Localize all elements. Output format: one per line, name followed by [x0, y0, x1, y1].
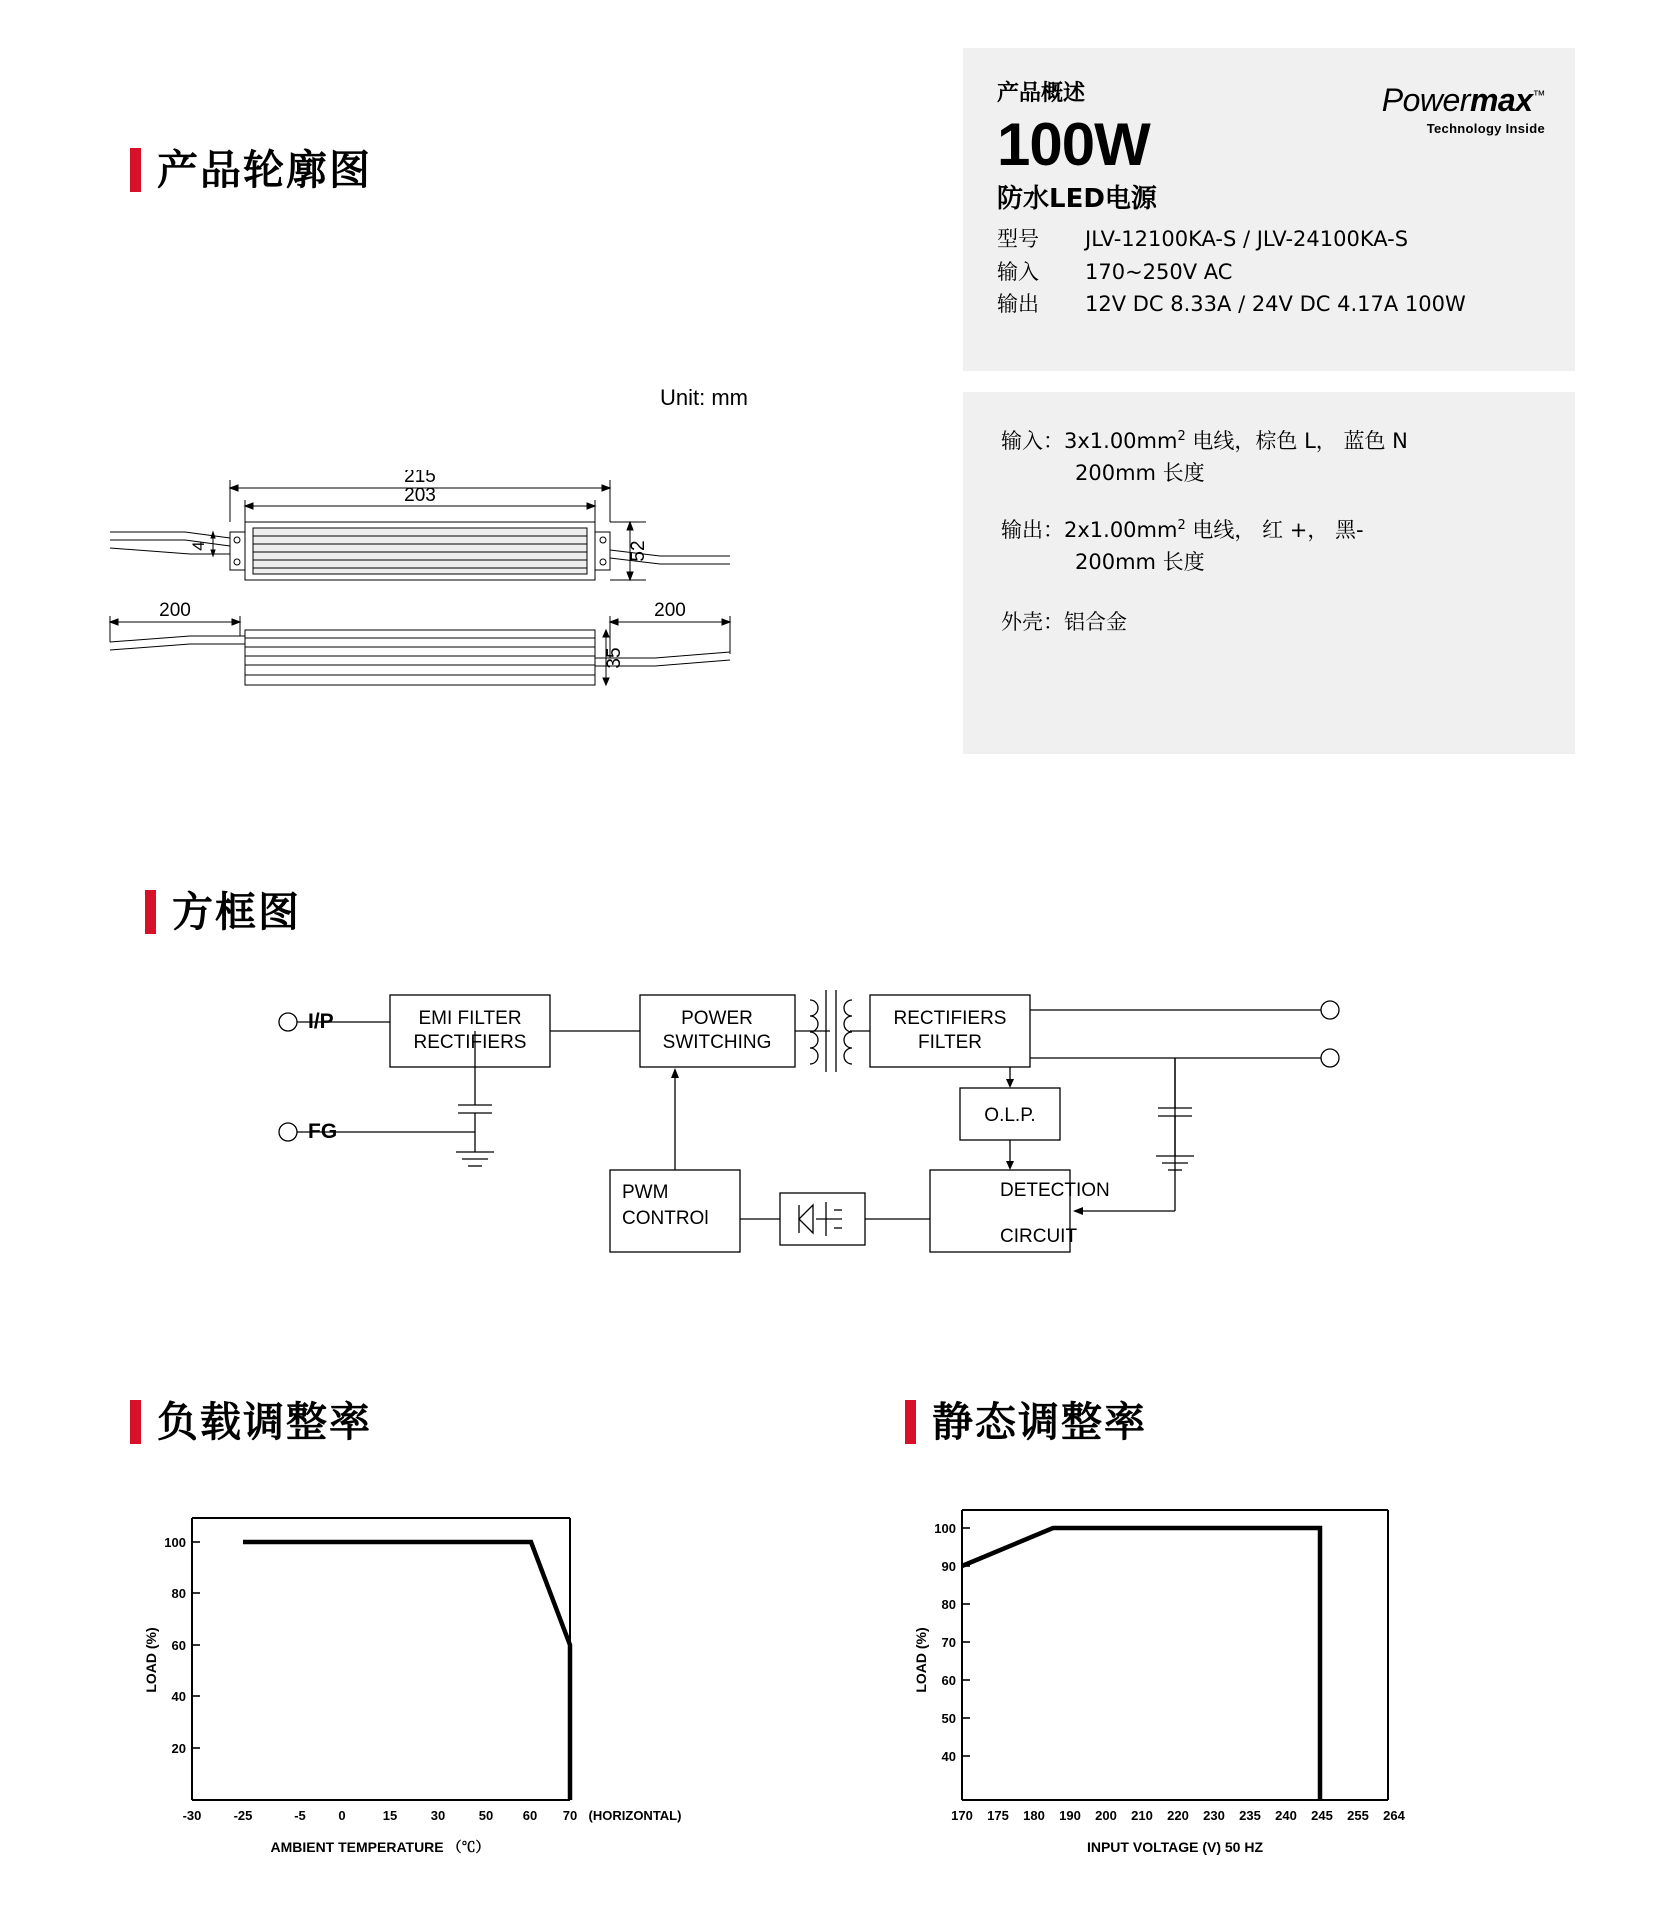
ytick-40: 40	[171, 1689, 186, 1704]
chart-load-regulation	[130, 1500, 730, 1890]
spec-row-input	[997, 256, 1541, 289]
section-heading-outline	[130, 145, 372, 194]
block-label-pwm-line2: CONTROl	[622, 1208, 709, 1229]
section-heading-block	[145, 887, 301, 936]
terminal-label-ip: I/P	[308, 1010, 334, 1033]
chart-note-horizontal: (HORIZONTAL)	[588, 1808, 682, 1823]
chart-ylabel-load: LOAD (%)	[143, 1627, 159, 1693]
chart-static-regulation	[890, 1500, 1510, 1890]
product-subtitle: 防水LED电源	[997, 184, 1157, 214]
section-title-block: 方框图	[172, 887, 301, 936]
xtick-240: 240	[1275, 1808, 1297, 1823]
section-heading-load-reg	[130, 1397, 372, 1446]
logo-tagline: Technology Inside	[1426, 121, 1545, 136]
heading-accent-bar	[130, 148, 141, 192]
spec-row-model	[997, 223, 1541, 256]
spec-value-model: JLV-12100KA-S / JLV-24100KA-S	[1085, 227, 1409, 251]
chart-series-derating	[243, 1542, 570, 1800]
wire-spec-input	[1001, 426, 1537, 489]
xtick-235: 235	[1239, 1808, 1261, 1823]
xtick--5: -5	[294, 1808, 306, 1823]
wire-input-text	[1064, 426, 1537, 458]
block-diagram	[270, 980, 1370, 1310]
wire-output-length: 200mm 长度	[1075, 549, 1205, 574]
ytick-80: 80	[941, 1597, 956, 1612]
logo-wordmark	[1382, 82, 1545, 119]
ytick-70: 70	[941, 1635, 956, 1650]
overview-label: 产品概述	[997, 81, 1086, 106]
wire-output-text	[1064, 515, 1537, 547]
block-label-pwm-line1: PWM	[622, 1182, 669, 1203]
dim-52: 52	[628, 540, 649, 562]
xtick-245: 245	[1311, 1808, 1333, 1823]
section-title-load-reg: 负载调整率	[157, 1397, 372, 1446]
unit-label: Unit: mm	[660, 385, 748, 410]
spec-key-input: 输入	[997, 259, 1039, 284]
block-label-emi-line1: EMI FILTER	[418, 1008, 522, 1029]
heading-accent-bar	[130, 1400, 141, 1444]
chart-xlabel-voltage: INPUT VOLTAGE (V) 50 HZ	[1086, 1839, 1264, 1855]
dim-4: 4	[189, 541, 208, 551]
xtick-0: 0	[338, 1808, 346, 1823]
dim-215: 215	[404, 470, 436, 487]
block-label-detection-line1: DETECTION	[1000, 1180, 1110, 1201]
xtick-50: 50	[478, 1808, 494, 1823]
section-title-static-reg: 静态调整率	[932, 1397, 1147, 1446]
xtick-30: 30	[430, 1808, 446, 1823]
logo-trademark-icon: ™	[1532, 87, 1545, 103]
xtick--30: -30	[182, 1808, 202, 1823]
block-label-rect-line1: RECTIFIERS	[893, 1008, 1007, 1029]
section-title-outline: 产品轮廓图	[157, 145, 372, 194]
spec-row-output	[997, 288, 1541, 321]
wire-output-colors: 电线， 红 +， 黑-	[1185, 518, 1364, 542]
xtick-255: 255	[1347, 1808, 1369, 1823]
xtick-70: 70	[562, 1808, 578, 1823]
xtick--25: -25	[233, 1808, 253, 1823]
block-label-emi-line2: RECTIFIERS	[413, 1032, 527, 1053]
xtick-264: 264	[1383, 1808, 1405, 1823]
section-heading-static-reg	[905, 1397, 1147, 1446]
case-material: 外壳：铝合金	[1001, 610, 1127, 634]
xtick-200: 200	[1095, 1808, 1117, 1823]
wire-input-colors: 电线，棕色 L， 蓝色 N	[1185, 429, 1408, 453]
xtick-180: 180	[1023, 1808, 1045, 1823]
spec-key-model: 型号	[997, 227, 1039, 251]
block-label-power-line2: SWITCHING	[662, 1032, 772, 1053]
ytick-60: 60	[171, 1638, 186, 1653]
block-label-detection-line2: CIRCUIT	[1000, 1226, 1078, 1247]
ytick-90: 90	[941, 1559, 956, 1574]
heading-accent-bar	[145, 890, 156, 934]
xtick-210: 210	[1131, 1808, 1153, 1823]
brand-logo	[1382, 82, 1545, 136]
wattage-title: 100W	[997, 111, 1150, 178]
ytick-100: 100	[164, 1535, 186, 1550]
block-label-olp: O.L.P.	[984, 1105, 1036, 1126]
block-label-rect-line2: FILTER	[917, 1032, 983, 1053]
dim-35: 35	[604, 647, 625, 669]
xtick-175: 175	[987, 1808, 1009, 1823]
wire-input-gauge: 3x1.00mm	[1064, 429, 1178, 453]
ytick-80: 80	[171, 1586, 186, 1601]
product-outline-drawing	[90, 470, 770, 750]
ytick-20: 20	[171, 1741, 186, 1756]
wire-output-key: 输出：	[1001, 518, 1064, 542]
chart-ylabel-load: LOAD (%)	[913, 1627, 929, 1693]
product-overview-panel	[963, 48, 1575, 371]
xtick-220: 220	[1167, 1808, 1189, 1823]
xtick-15: 15	[382, 1808, 398, 1823]
wire-output-gauge: 2x1.00mm	[1064, 518, 1178, 542]
ytick-100: 100	[934, 1521, 956, 1536]
block-label-power-line1: POWER	[681, 1008, 753, 1029]
wire-output-superscript: 2	[1177, 518, 1186, 533]
xtick-230: 230	[1203, 1808, 1225, 1823]
spec-value-input: 170~250V AC	[1085, 259, 1233, 284]
ytick-60: 60	[941, 1673, 956, 1688]
heading-accent-bar	[905, 1400, 916, 1444]
wire-spec-panel	[963, 392, 1575, 754]
terminal-label-fg: FG	[308, 1120, 338, 1143]
wire-input-key: 输入：	[1001, 429, 1064, 453]
wire-input-line1	[1001, 426, 1537, 458]
ytick-40: 40	[941, 1749, 956, 1764]
dim-203: 203	[404, 485, 436, 506]
wire-output-line1	[1001, 515, 1537, 547]
wire-spec-output	[1001, 515, 1537, 578]
xtick-190: 190	[1059, 1808, 1081, 1823]
logo-text-max: max	[1469, 82, 1533, 118]
wire-input-length: 200mm 长度	[1075, 460, 1205, 485]
spec-value-output: 12V DC 8.33A / 24V DC 4.17A 100W	[1085, 292, 1466, 317]
ytick-50: 50	[941, 1711, 956, 1726]
xtick-170: 170	[951, 1808, 973, 1823]
chart-series-regulation	[962, 1528, 1320, 1800]
dim-200-right: 200	[654, 600, 686, 621]
logo-text-power: Power	[1381, 82, 1470, 118]
dim-200-left: 200	[159, 600, 191, 621]
chart-xlabel-ambient: AMBIENT TEMPERATURE （℃）	[270, 1839, 490, 1855]
wire-input-superscript: 2	[1177, 429, 1186, 444]
xtick-60: 60	[522, 1808, 538, 1823]
spec-key-output: 输出	[997, 292, 1039, 317]
